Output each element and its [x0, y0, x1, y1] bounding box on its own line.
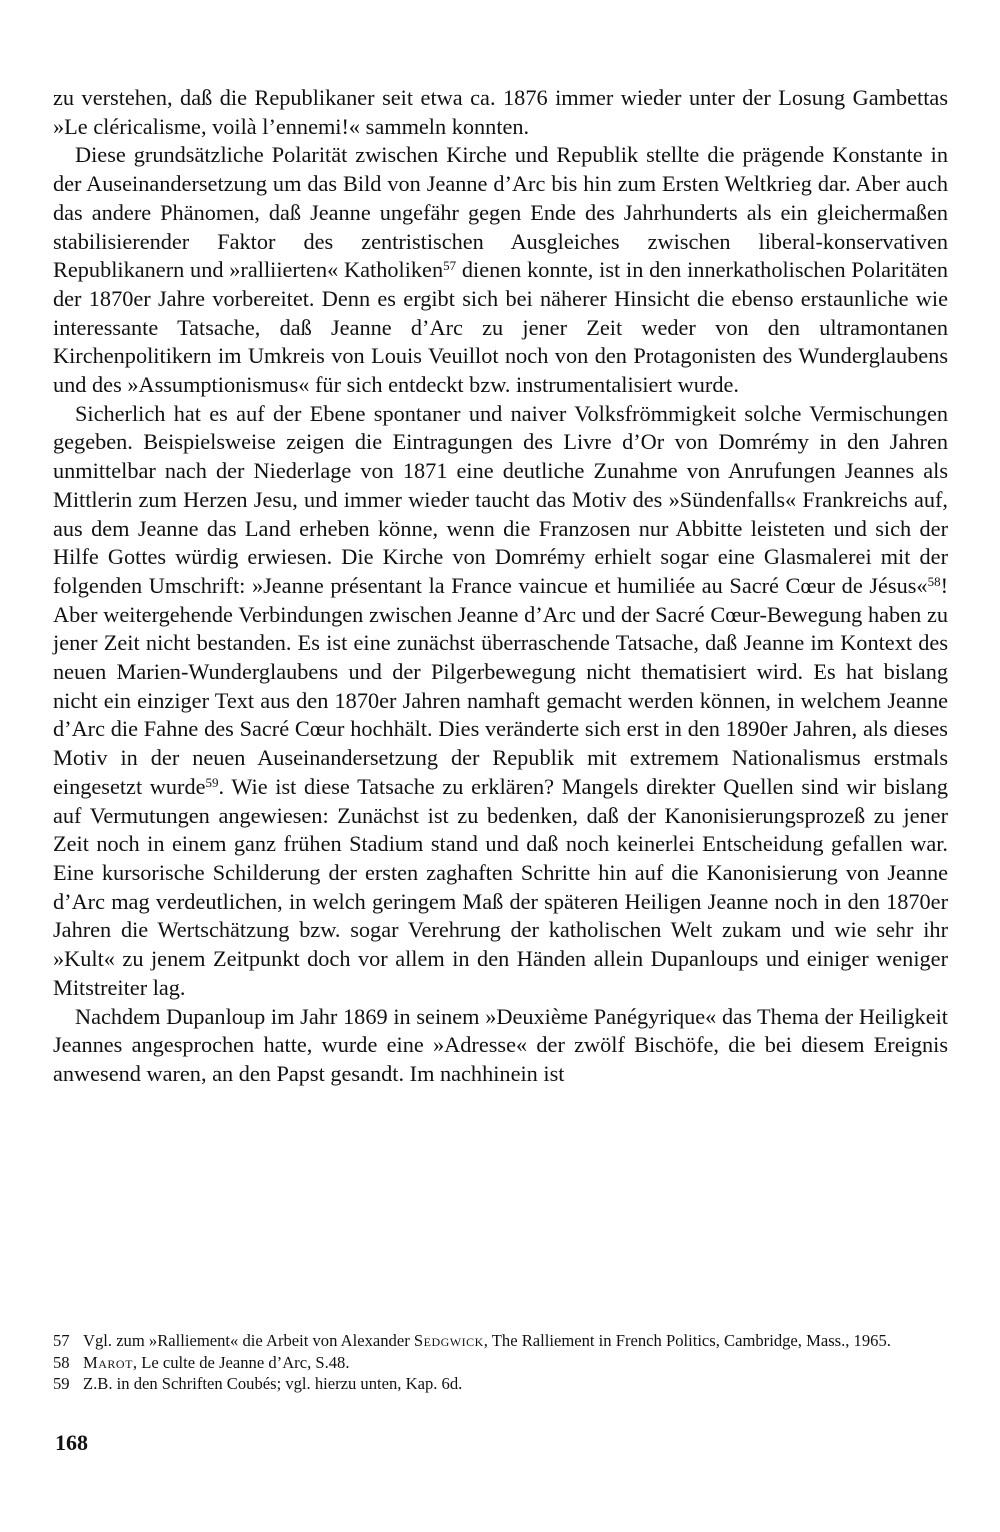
- footnote-number: 59: [53, 1374, 70, 1393]
- footnote-ref[interactable]: 59: [205, 774, 219, 790]
- page-number: 168: [55, 1430, 88, 1455]
- footnote: 59 Z.B. in den Schriften Coubés; vgl. hierzu unten, Kap. 6d.: [53, 1374, 463, 1393]
- footnotes: [53, 1330, 948, 1395]
- footnote-number: 57: [53, 1331, 70, 1350]
- paragraph: Nachdem Dupanloup im Jahr 1869 in seinem »Deuxième Panégyrique« das Thema der Heiligkeit Jeannes angesprochen hatte, wurde eine »Adresse« der zwölf Bischöfe, die bei diesem Ereignis anwesend waren, an den Papst gesandt. Im nachhinein ist: [53, 1003, 948, 1086]
- footnote: 57 Vgl. zum »Ralliement« die Arbeit von Alexander Sedgwick, The Ralliement in French Politics, Cambridge, Mass., 1965.: [53, 1331, 891, 1350]
- footnote: 58 Marot, Le culte de Jeanne d’Arc, S.48.: [53, 1352, 350, 1372]
- paragraph: zu verstehen, daß die Republikaner seit etwa ca. 1876 immer wieder unter der Losung Gambettas »Le cléricalisme, voilà l’ennemi!« sammeln konnten.: [53, 85, 948, 139]
- paragraph: Diese grundsätzliche Polarität zwischen Kirche und Republik stellte die prägende Konstante in der Auseinandersetzung um das Bild von Jeanne d’Arc bis hin zum Ersten Weltkrieg dar. Aber auch das andere Phänomen, daß Jeanne ungefähr gegen Ende des Jahrhunderts als ein gleichermaßen stabilisierender Faktor des zentristischen Ausgleiches zwischen liberal-konservativen Republikanern und »ralliierten« Katholiken$^{57}$ dienen konnte, ist in den innerkatholischen Polaritäten der 1870er Jahre vorbereitet. Denn es ergibt sich bei näherer Hinsicht die ebenso erstaunliche wie interessante Tatsache, daß Jeanne d’Arc zu jener Zeit weder von den ultramontanen Kirchenpolitikern im Umkreis von Louis Veuillot noch von den Protagonisten des Wunderglaubens und des »Assumptionismus« für sich entdeckt bzw. instrumentalisiert wurde.: [53, 142, 948, 398]
- body-text: [53, 84, 948, 1089]
- paragraph: Sicherlich hat es auf der Ebene spontaner und naiver Volksfrömmigkeit solche Vermischungen gegeben. Beispielsweise zeigen die Eintragungen des Livre d’Or von Domrémy in den Jahren unmittelbar nach der Niederlage von 1871 eine deutliche Zunahme von Anrufungen Jeannes als Mittlerin zum Herzen Jesu, und immer wieder taucht das Motiv des »Sündenfalls« Frankreichs auf, aus dem Jeanne das Land erheben könne, wenn die Franzosen nur Abbitte leisteten und sich der Hilfe Gottes würdig erwiesen. Die Kirche von Domrémy erhielt sogar eine Glasmalerei mit der folgenden Umschrift: »Jeanne présentant la France vaincue et humiliée au Sacré Cœur de Jésus«$^{58}$! Aber weitergehende Verbindungen zwischen Jeanne d’Arc und der Sacré Cœur-Bewegung haben zu jener Zeit nicht bestanden. Es ist eine zunächst überraschende Tatsache, daß Jeanne im Kontext des neuen Marien-Wunderglaubens und der Pilgerbewegung nicht thematisiert wird. Es hat bislang nicht ein einziger Text aus den 1870er Jahren namhaft gemacht werden können, in welchem Jeanne d’Arc die Fahne des Sacré Cœur hochhält. Dies veränderte sich erst in den 1890er Jahren, als dieses Motiv in der neuen Auseinandersetzung der Republik mit extremem Nationalismus erstmals eingesetzt wurde$^{59}$. Wie ist diese Tatsache zu erklären? Mangels direkter Quellen sind wir bislang auf Vermutungen angewiesen: Zunächst ist zu bedenken, daß der Kanonisierungsprozeß zu jener Zeit noch in einem ganz frühen Stadium stand und daß noch keinerlei Entscheidung gefallen war. Eine kursorische Schilderung der ersten zaghaften Schritte hin auf die Kanonisierung von Jeanne d’Arc mag verdeutlichen, in welch geringem Maß der späteren Heiligen Jeanne noch in den 1870er Jahren die Wertschätzung bzw. sogar Verehrung der katholischen Welt zukam und wie sehr ihr »Kult« zu jenem Zeitpunkt doch vor allem in den Händen allein Dupanloups und einiger weniger Mitstreiter lag.: [53, 400, 948, 1000]
- footnote-number: 58: [53, 1352, 70, 1372]
- footnote-ref[interactable]: 57: [443, 258, 457, 274]
- footnote-ref[interactable]: 58: [927, 573, 941, 589]
- footnote-author: Sedgwick: [413, 1331, 484, 1350]
- footnote-author: Marot: [83, 1352, 133, 1372]
